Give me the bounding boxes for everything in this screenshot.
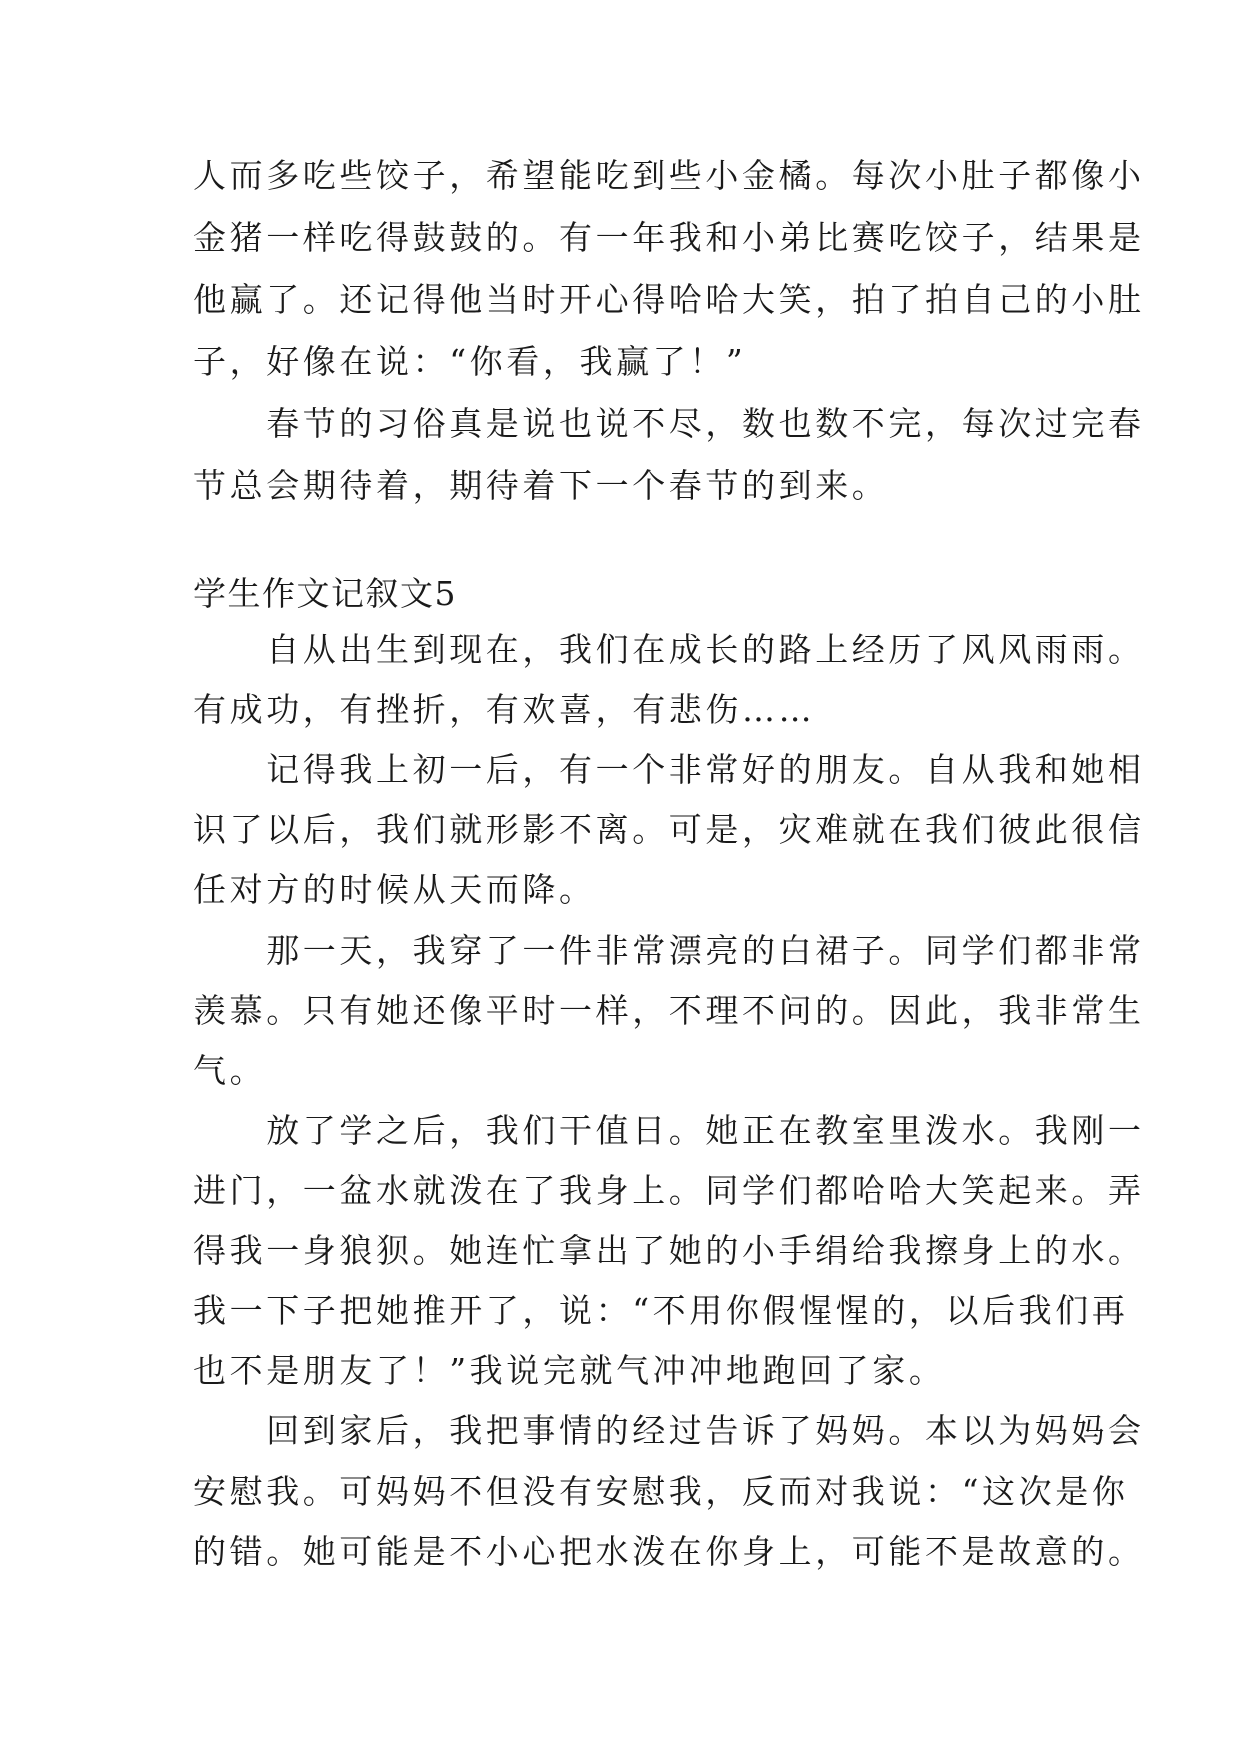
text-line: 羡慕。只有她还像平时一样，不理不问的。因此，我非常生 bbox=[193, 991, 1145, 1030]
text-line: 进门，一盆水就泼在了我身上。同学们都哈哈大笑起来。弄 bbox=[193, 1171, 1145, 1210]
text-line: 金猪一样吃得鼓鼓的。有一年我和小弟比赛吃饺子，结果是 bbox=[193, 218, 1145, 257]
text-line: 节总会期待着，期待着下一个春节的到来。 bbox=[193, 466, 889, 505]
text-line: 安慰我。可妈妈不但没有安慰我，反而对我说：“这次是你 bbox=[193, 1472, 1129, 1511]
text-line: 春节的习俗真是说也说不尽，数也数不完，每次过完春 bbox=[193, 404, 1145, 443]
text-line: 那一天，我穿了一件非常漂亮的白裙子。同学们都非常 bbox=[193, 931, 1145, 970]
text-line: 自从出生到现在，我们在成长的路上经历了风风雨雨。 bbox=[193, 630, 1145, 669]
text-line: 放了学之后，我们干值日。她正在教室里泼水。我刚一 bbox=[193, 1111, 1145, 1150]
text-line: 回到家后，我把事情的经过告诉了妈妈。本以为妈妈会 bbox=[193, 1411, 1145, 1450]
text-line: 任对方的时候从天而降。 bbox=[193, 870, 596, 909]
text-line: 识了以后，我们就形影不离。可是，灾难就在我们彼此很信 bbox=[193, 810, 1145, 849]
text-line: 的错。她可能是不小心把水泼在你身上，可能不是故意的。 bbox=[193, 1532, 1145, 1571]
text-line: 人而多吃些饺子，希望能吃到些小金橘。每次小肚子都像小 bbox=[193, 156, 1145, 195]
text-line: 子，好像在说：“你看，我赢了！” bbox=[193, 342, 747, 381]
text-line: 得我一身狼狈。她连忙拿出了她的小手绢给我擦身上的水。 bbox=[193, 1231, 1145, 1270]
text-line: 有成功，有挫折，有欢喜，有悲伤…… bbox=[193, 690, 816, 729]
text-line: 我一下子把她推开了，说：“不用你假惺惺的，以后我们再 bbox=[193, 1291, 1129, 1330]
text-line: 他赢了。还记得他当时开心得哈哈大笑，拍了拍自己的小肚 bbox=[193, 280, 1145, 319]
text-line: 气。 bbox=[193, 1051, 267, 1090]
section-title: 学生作文记叙文5 bbox=[193, 574, 457, 613]
text-line: 也不是朋友了！”我说完就气冲冲地跑回了家。 bbox=[193, 1351, 946, 1390]
text-line: 记得我上初一后，有一个非常好的朋友。自从我和她相 bbox=[193, 750, 1145, 789]
